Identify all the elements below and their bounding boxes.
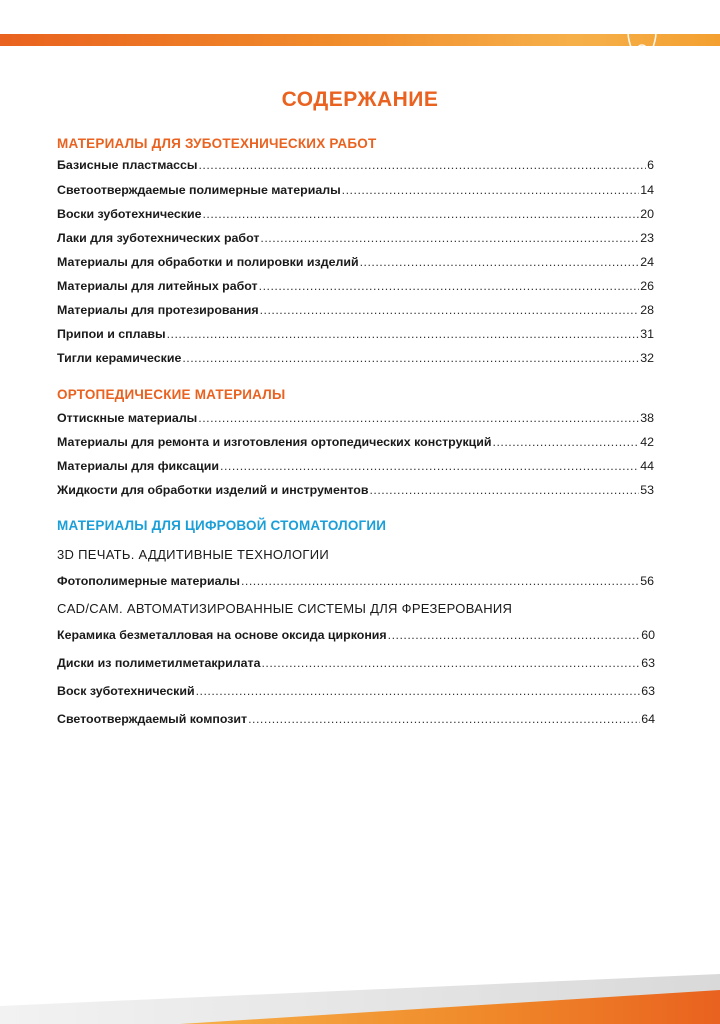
entry-page: 31	[640, 327, 654, 341]
toc-entry[interactable]	[57, 351, 654, 367]
entry-page: 44	[640, 459, 654, 473]
dot-leader	[220, 459, 639, 473]
entry-label: Базисные пластмассы	[57, 158, 198, 172]
entry-page: 64	[641, 712, 655, 726]
toc-entry[interactable]	[57, 656, 655, 672]
entry-page: 60	[641, 628, 655, 642]
toc-entry[interactable]	[57, 279, 654, 295]
entry-label: Материалы для протезирования	[57, 303, 259, 317]
entry-label: Светоотверждаемые полимерные материалы	[57, 183, 341, 197]
entry-page: 63	[641, 684, 655, 698]
toc-entry[interactable]	[57, 158, 654, 174]
entry-label: Материалы для фиксации	[57, 459, 219, 473]
toc-entry[interactable]	[57, 684, 655, 700]
toc-entry[interactable]	[57, 183, 654, 199]
entry-label: Жидкости для обработки изделий и инструментов	[57, 483, 369, 497]
entry-label: Воск зуботехнический	[57, 684, 195, 698]
entry-page: 14	[640, 183, 654, 197]
dot-leader	[388, 628, 641, 642]
subsection-heading: CAD/CAM. АВТОМАТИЗИРОВАННЫЕ СИСТЕМЫ ДЛЯ ФРЕЗЕРОВАНИЯ	[57, 601, 513, 616]
header-band	[0, 34, 720, 46]
entry-page: 23	[640, 231, 654, 245]
entry-label: Тигли керамические	[57, 351, 182, 365]
entry-page: 28	[640, 303, 654, 317]
dot-leader	[182, 351, 639, 365]
entry-page: 38	[640, 411, 654, 425]
entry-page: 20	[640, 207, 654, 221]
entry-page: 42	[640, 435, 654, 449]
dot-leader	[198, 411, 639, 425]
entry-label: Керамика безметалловая на основе оксида циркония	[57, 628, 387, 642]
dot-leader	[260, 231, 639, 245]
entry-label: Воски зуботехнические	[57, 207, 202, 221]
toc-entry[interactable]	[57, 628, 655, 644]
dot-leader	[202, 207, 639, 221]
toc-entry[interactable]	[57, 459, 654, 475]
page-title: СОДЕРЖАНИЕ	[281, 88, 439, 111]
entry-label: Материалы для литейных работ	[57, 279, 258, 293]
toc-entry[interactable]	[57, 712, 655, 728]
toc-entry[interactable]	[57, 435, 654, 451]
toc-entry[interactable]	[57, 207, 654, 223]
toc-entry[interactable]	[57, 483, 654, 499]
dot-leader	[260, 303, 640, 317]
section-heading: ОРТОПЕДИЧЕСКИЕ МАТЕРИАЛЫ	[57, 387, 286, 402]
toc-entry[interactable]	[57, 303, 654, 319]
dot-leader	[248, 712, 640, 726]
toc-entry[interactable]	[57, 574, 654, 590]
toc-entry[interactable]	[57, 327, 654, 343]
dot-leader	[198, 158, 646, 172]
entry-label: Фотополимерные материалы	[57, 574, 240, 588]
entry-page: 32	[640, 351, 654, 365]
section-heading: МАТЕРИАЛЫ ДЛЯ ЗУБОТЕХНИЧЕСКИХ РАБОТ	[57, 136, 377, 151]
entry-label: Припои и сплавы	[57, 327, 166, 341]
dot-leader	[259, 279, 640, 293]
entry-label: Лаки для зуботехнических работ	[57, 231, 260, 245]
entry-page: 53	[640, 483, 654, 497]
entry-label: Материалы для обработки и полировки изделий	[57, 255, 359, 269]
dot-leader	[261, 656, 640, 670]
entry-page: 24	[640, 255, 654, 269]
section-heading: МАТЕРИАЛЫ ДЛЯ ЦИФРОВОЙ СТОМАТОЛОГИИ	[57, 518, 387, 533]
entry-label: Оттискные материалы	[57, 411, 198, 425]
toc-entry[interactable]	[57, 231, 654, 247]
dot-leader	[369, 483, 639, 497]
toc-entry[interactable]	[57, 255, 654, 271]
entry-label: Светоотверждаемый композит	[57, 712, 248, 726]
footer-band	[0, 960, 720, 1024]
toc-entry[interactable]	[57, 411, 654, 427]
entry-label: Материалы для ремонта и изготовления ортопедических конструкций	[57, 435, 492, 449]
dot-leader	[493, 435, 640, 449]
entry-page: 63	[641, 656, 655, 670]
dot-leader	[167, 327, 640, 341]
dot-leader	[241, 574, 639, 588]
dot-leader	[342, 183, 640, 197]
entry-label: Диски из полиметилметакрилата	[57, 656, 261, 670]
entry-page: 26	[640, 279, 654, 293]
dot-leader	[196, 684, 641, 698]
entry-page: 56	[640, 574, 654, 588]
tooth-logo-icon	[622, 20, 662, 60]
entry-page: 6	[647, 158, 654, 172]
dot-leader	[360, 255, 640, 269]
subsection-heading: 3D ПЕЧАТЬ. АДДИТИВНЫЕ ТЕХНОЛОГИИ	[57, 547, 330, 562]
